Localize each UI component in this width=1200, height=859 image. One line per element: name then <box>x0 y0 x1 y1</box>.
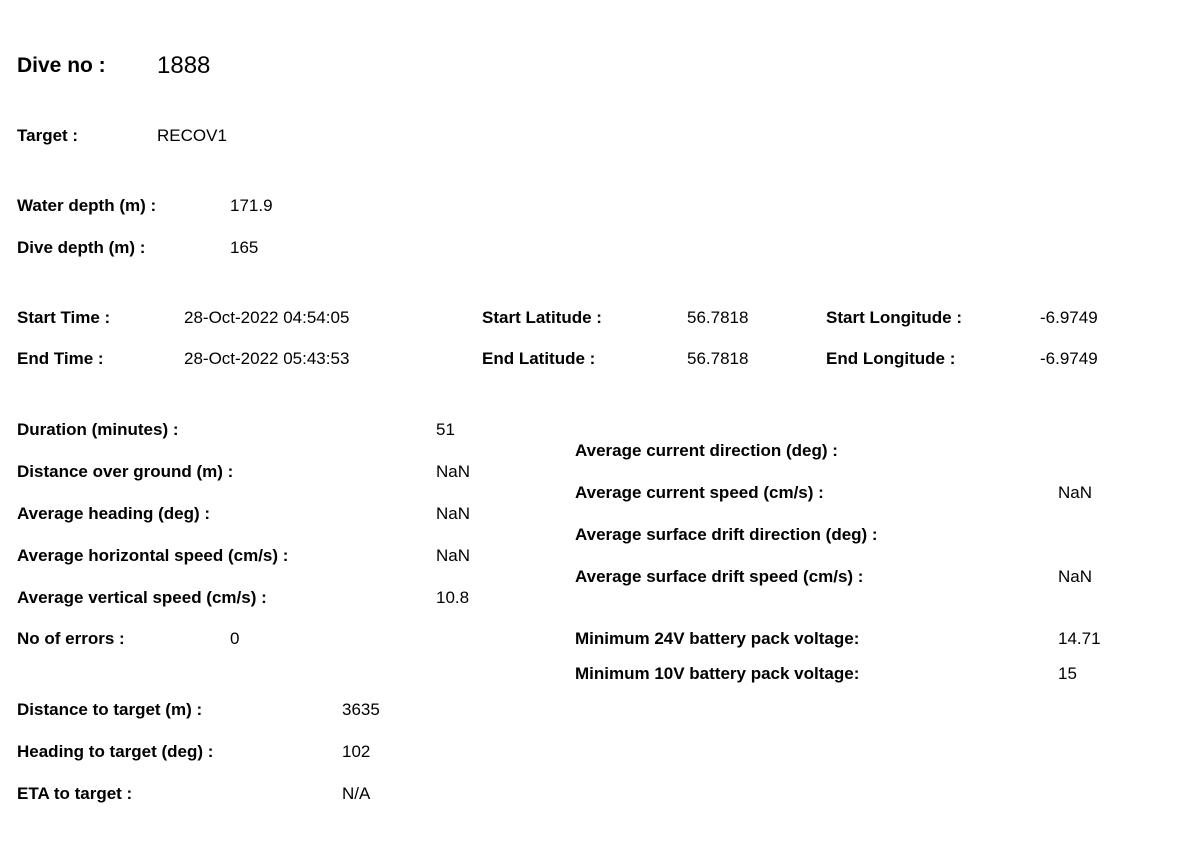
average-vertical-speed-label: Average vertical speed (cm/s) : <box>17 588 267 607</box>
average-surface-drift-direction-label: Average surface drift direction (deg) : <box>575 525 878 544</box>
average-surface-drift-speed-value: NaN <box>1058 567 1093 586</box>
distance-to-target-label: Distance to target (m) : <box>17 700 203 719</box>
heading-to-target-value: 102 <box>342 742 371 761</box>
dive-depth-label: Dive depth (m) : <box>17 238 146 257</box>
errors-value: 0 <box>230 629 240 648</box>
end-longitude-value: -6.9749 <box>1040 349 1098 368</box>
end-time-label: End Time : <box>17 349 104 368</box>
target-label: Target : <box>17 126 79 145</box>
start-longitude-label: Start Longitude : <box>826 308 962 327</box>
start-latitude-label: Start Latitude : <box>482 308 602 327</box>
start-latitude-value: 56.7818 <box>687 308 749 327</box>
average-horizontal-speed-value: NaN <box>436 546 471 565</box>
min-10v-battery-value: 15 <box>1058 664 1077 683</box>
start-time-value: 28-Oct-2022 04:54:05 <box>184 308 350 327</box>
dive-no-value: 1888 <box>157 52 211 79</box>
min-24v-battery-value: 14.71 <box>1058 629 1101 648</box>
eta-to-target-label: ETA to target : <box>17 784 133 803</box>
min-10v-battery-label: Minimum 10V battery pack voltage: <box>575 664 860 683</box>
distance-over-ground-value: NaN <box>436 462 471 481</box>
average-surface-drift-speed-label: Average surface drift speed (cm/s) : <box>575 567 864 586</box>
average-heading-value: NaN <box>436 504 471 523</box>
average-current-speed-value: NaN <box>1058 483 1093 502</box>
average-heading-label: Average heading (deg) : <box>17 504 211 523</box>
duration-label: Duration (minutes) : <box>17 420 179 439</box>
average-current-direction-label: Average current direction (deg) : <box>575 441 838 460</box>
eta-to-target-value: N/A <box>342 784 371 803</box>
start-longitude-value: -6.9749 <box>1040 308 1098 327</box>
distance-over-ground-label: Distance over ground (m) : <box>17 462 234 481</box>
end-latitude-label: End Latitude : <box>482 349 596 368</box>
end-latitude-value: 56.7818 <box>687 349 749 368</box>
min-24v-battery-label: Minimum 24V battery pack voltage: <box>575 629 860 648</box>
dive-depth-value: 165 <box>230 238 259 257</box>
start-time-label: Start Time : <box>17 308 111 327</box>
average-horizontal-speed-label: Average horizontal speed (cm/s) : <box>17 546 289 565</box>
end-longitude-label: End Longitude : <box>826 349 956 368</box>
heading-to-target-label: Heading to target (deg) : <box>17 742 214 761</box>
average-vertical-speed-value: 10.8 <box>436 588 470 607</box>
water-depth-label: Water depth (m) : <box>17 196 157 215</box>
target-value: RECOV1 <box>157 126 227 145</box>
average-current-speed-label: Average current speed (cm/s) : <box>575 483 824 502</box>
dive-no-label: Dive no : <box>17 54 106 77</box>
water-depth-value: 171.9 <box>230 196 273 215</box>
distance-to-target-value: 3635 <box>342 700 380 719</box>
end-time-value: 28-Oct-2022 05:43:53 <box>184 349 350 368</box>
errors-label: No of errors : <box>17 629 125 648</box>
duration-value: 51 <box>436 420 455 439</box>
